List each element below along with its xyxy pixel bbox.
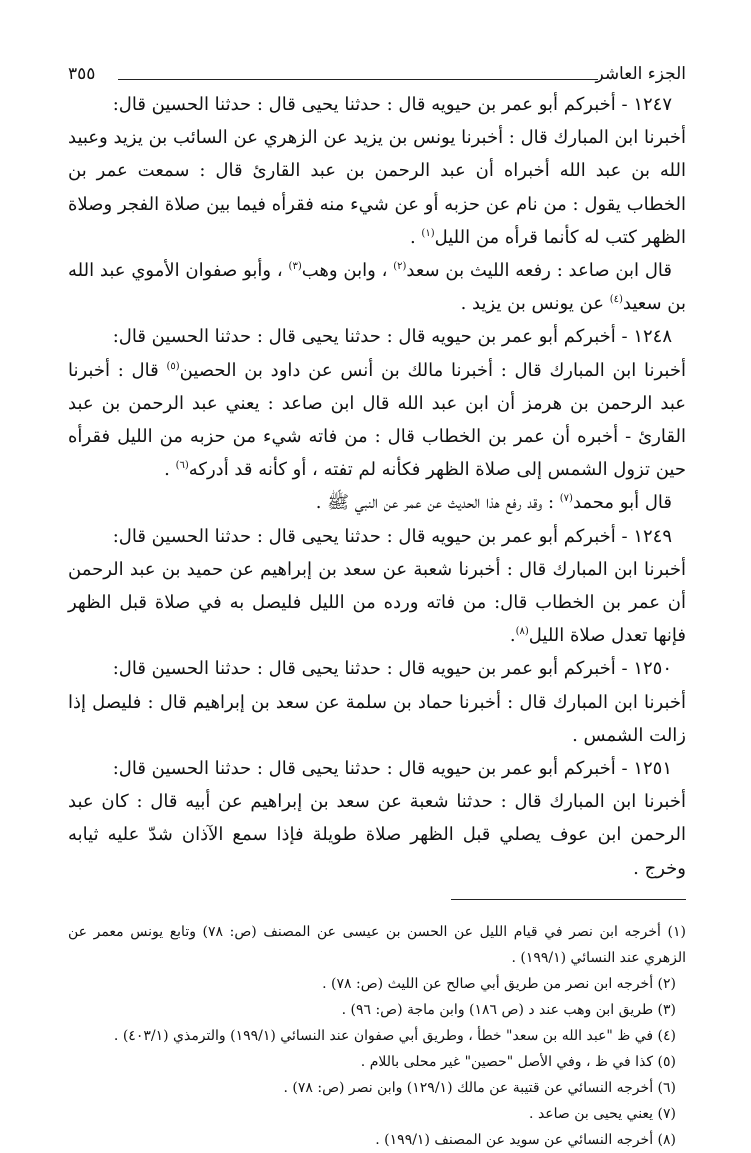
footnote-ref-7: (٧) [559, 493, 573, 505]
abu-muhammad-note [68, 486, 686, 519]
footnote-ref-4: (٤) [609, 294, 623, 306]
hadith-1249-text [68, 553, 686, 653]
hadith-1247-end: . [409, 226, 422, 248]
hadith-1251-isnad: ١٢٥١ - أخبركم أبو عمر بن حيويه قال : حدثنا يحيى قال : حدثنا الحسين قال: [112, 758, 672, 780]
footnotes [68, 919, 686, 1153]
ibn-saed-part-a: قال ابن صاعد : رفعه الليث بن سعد [406, 260, 672, 282]
page-header [68, 58, 686, 88]
footnote-1: (١) أخرجه ابن نصر في قيام الليل عن الحسن بن عيسى عن المصنف (ص: ٧٨) وتابع يونس معمر عن الزهري عند النسائي (١٩٩/١) . [68, 923, 686, 966]
footnote-5: (٥) كذا في ظ ، وفي الأصل "حصين" غير محلى باللام . [360, 1053, 676, 1070]
hadith-1250-isnad: ١٢٥٠ - أخبركم أبو عمر بن حيويه قال : حدثنا يحيى قال : حدثنا الحسين قال: [112, 658, 672, 680]
footnote-separator [68, 899, 686, 919]
book-page [68, 58, 686, 1153]
hadith-1248-text [68, 354, 686, 487]
footnote-ref-3: (٣) [288, 261, 302, 273]
hadith-1248-part-b: قال : أخبرنا عبد الرحمن بن هرمز أن ابن عبد الله قال ابن صاعد : يعني عبد الرحمن بن عبد القارئ - أخبره أن عمر بن الخطاب قال : من فاته شيء من حزبه من الليل فقرأه حين تزول الشمس إلى صلاة الظهر فكأنه لم تفته ، أو كأنه قد أدركه [68, 359, 686, 481]
footnote-ref-1: (١) [421, 227, 435, 239]
footnote-7: (٧) يعني يحيى بن صاعد . [529, 1105, 676, 1122]
footnote-ref-6: (٦) [175, 460, 189, 472]
hadith-1250-text: أخبرنا ابن المبارك قال : أخبرنا حماد بن سلمة عن سعد بن إبراهيم قال : فليصل إذا زالت الشمس . [68, 691, 686, 746]
hadith-1247-body: أخبرنا ابن المبارك قال : أخبرنا يونس بن يزيد عن الزهري عن السائب بن يزيد وعبيد الله بن عبد الله أخبراه أن عبد الرحمن بن عبد القارئ قال : سمعت عمر بن الخطاب يقول : من نام عن حزبه أو عن شيء منه فقرأه فيما بين صلاة الفجر وصلاة الظهر كتب له كأنما قرأه من الليل [68, 127, 686, 248]
hadith-1247-text [68, 121, 686, 254]
ibn-saed-part-b: ، وابن وهب [301, 260, 394, 282]
footnote-ref-2: (٢) [393, 261, 407, 273]
hadith-1248-end: . [164, 459, 176, 481]
hadith-1249-end: . [509, 625, 516, 647]
abu-muhammad-part-a: قال أبو محمد [572, 492, 672, 514]
main-text [68, 88, 686, 885]
header-rule [118, 79, 598, 80]
ibn-saed-part-c: ، وأبو صفوان الأموي عبد الله بن سعيد [68, 260, 686, 315]
book-part-label: الجزء العاشر [595, 64, 686, 84]
hadith-1247-isnad: ١٢٤٧ - أخبركم أبو عمر بن حيويه قال : حدثنا يحيى قال : حدثنا الحسين قال: [112, 94, 672, 115]
hadith-1248-part-a: أخبرنا ابن المبارك قال : أخبرنا مالك بن أنس عن داود بن الحصين [179, 359, 686, 381]
page-number: ٣٥٥ [68, 64, 96, 84]
hadith-1251-text: أخبرنا ابن المبارك قال : حدثنا شعبة عن سعد بن إبراهيم عن أبيه قال : كان عبد الرحمن ابن عوف يصلي قبل الظهر صلاة طويلة فإذا سمع الآذان شدّ عليه ثيابه وخرج . [68, 791, 686, 879]
footnote-4: (٤) في ظ "عبد الله بن سعد" خطأ ، وطريق أبي صفوان عند النسائي (١٩٩/١) والترمذي (٤٠٣/١) . [113, 1027, 676, 1044]
footnote-ref-8: (٨) [515, 626, 529, 638]
ibn-saed-note [68, 254, 686, 320]
footnote-8: (٨) أخرجه النسائي عن سويد عن المصنف (١٩٩/١) . [375, 1131, 676, 1148]
ibn-saed-part-d: عن يونس بن يزيد . [460, 293, 610, 315]
footnote-2: (٢) أخرجه ابن نصر من طريق أبي صالح عن الليث (ص: ٧٨) . [322, 975, 676, 992]
footnote-3: (٣) طريق ابن وهب عند د (ص ١٨٦) وابن ماجة (ص: ٩٦) . [341, 1001, 676, 1018]
hadith-1249-isnad: ١٢٤٩ - أخبركم أبو عمر بن حيويه قال : حدثنا يحيى قال : حدثنا الحسين قال: [112, 525, 672, 547]
abu-muhammad-part-b: : وقد رفع هذا الحديث عن عمر عن النبي ﷺ . [315, 492, 560, 514]
footnote-ref-5: (٥) [166, 360, 180, 372]
hadith-1248-isnad: ١٢٤٨ - أخبركم أبو عمر بن حيويه قال : حدثنا يحيى قال : حدثنا الحسين قال: [112, 326, 672, 348]
footnote-6: (٦) أخرجه النسائي عن قتيبة عن مالك (١٢٩/١) وابن نصر (ص: ٧٨) . [283, 1079, 676, 1096]
hadith-1249-body: أخبرنا ابن المبارك قال : أخبرنا شعبة عن سعد بن إبراهيم عن حميد بن عبد الرحمن أن عمر بن الخطاب قال: من فاته ورده من الليل فليصل به في صلاة قبل الظهر فإنها تعدل صلاة الليل [68, 558, 686, 647]
footnote-rule [451, 899, 686, 900]
